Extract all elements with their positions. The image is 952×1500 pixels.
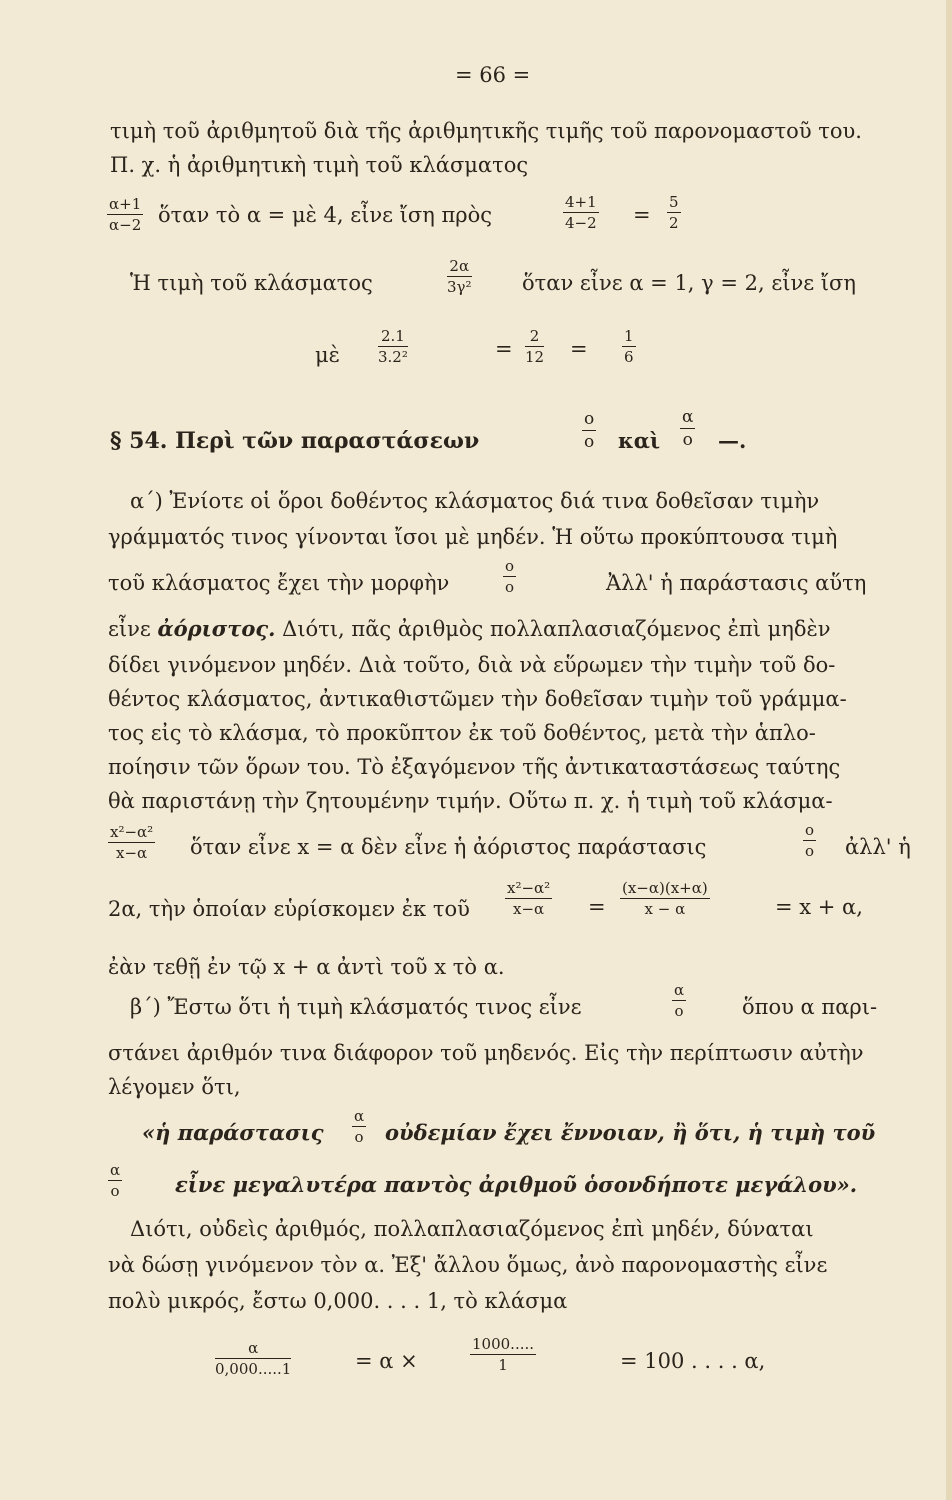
text-line <box>108 616 831 642</box>
text-line: ὅταν εἶνε α = 1, γ = 2, εἶνε ἴση <box>522 271 856 295</box>
fraction: α ο <box>674 981 685 1020</box>
fraction: α ο <box>682 407 694 450</box>
text-line: Ἀλλ' ἡ παράστασις αὕτη <box>606 571 867 595</box>
text-line: = 100 . . . . α, <box>620 1349 766 1373</box>
page-edge <box>946 0 952 1500</box>
fraction: α 0,000.....1 <box>215 1339 292 1378</box>
fraction: 1 6 <box>624 327 634 366</box>
text-line: μὲ <box>315 343 340 367</box>
text-line: λέγομεν ὅτι, <box>108 1075 241 1099</box>
quote-line: «ἡ παράστασις <box>142 1120 324 1145</box>
equals-sign: = <box>495 337 513 361</box>
fraction: α+1 α−2 <box>109 195 142 234</box>
text-line: πολὺ μικρός, ἔστω 0,000. . . . 1, τὸ κλάσμα <box>108 1289 568 1313</box>
fraction: x²−α² x−α <box>507 879 551 918</box>
text-line: ὅταν εἶνε x = α δὲν εἶνε ἡ ἀόριστος παράστασις <box>190 835 707 859</box>
text-line: στάνει ἀριθμόν τινα διάφορον τοῦ μηδενός. Εἰς τὴν περίπτωσιν αὐτὴν <box>108 1041 864 1065</box>
fraction: ο ο <box>584 409 595 452</box>
fraction: (x−α)(x+α) x − α <box>622 879 708 918</box>
text-line: Διότι, οὐδεὶς ἀριθμός, πολλαπλασιαζόμενος ἐπὶ μηδέν, δύναται <box>130 1217 814 1241</box>
text-line: νὰ δώσῃ γινόμενον τὸν α. Ἐξ' ἄλλου ὅμως, ἀνὸ παρονομαστὴς εἶνε <box>108 1253 828 1277</box>
text-line: ἀλλ' ἡ <box>845 835 911 859</box>
text-line: β΄) Ἔστω ὅτι ἡ τιμὴ κλάσματός τινος εἶνε <box>130 995 582 1019</box>
fraction: 2 12 <box>525 327 545 366</box>
quote-line: εἶνε μεγαλυτέρα παντὸς ἀριθμοῦ ὁσονδήποτε μεγάλου». <box>175 1172 858 1197</box>
text-line: θέντος κλάσματος, ἀντικαθιστῶμεν τὴν δοθεῖσαν τιμὴν τοῦ γράμμα- <box>108 687 847 711</box>
fraction: ο ο <box>505 557 515 596</box>
section-heading: § 54. Περὶ τῶν παραστάσεων <box>110 428 480 454</box>
text-line: α΄) Ἐνίοτε οἱ ὅροι δοθέντος κλάσματος διά τινα δοθεῖσαν τιμὴν <box>130 489 820 513</box>
text-line: δίδει γινόμενον μηδέν. Διὰ τοῦτο, διὰ νὰ εὕρωμεν τὴν τιμὴν τοῦ δο- <box>108 653 836 677</box>
text-line: 2α, τὴν ὁποίαν εὑρίσκομεν ἐκ τοῦ <box>108 897 470 921</box>
fraction: α ο <box>110 1161 121 1200</box>
text-line: τοῦ κλάσματος ἔχει τὴν μορφὴν <box>108 571 450 595</box>
text-line: ὅπου α παρι- <box>742 995 878 1019</box>
text-line: Π. χ. ἡ ἀριθμητικὴ τιμὴ τοῦ κλάσματος <box>110 153 529 177</box>
text-span: εἶνε <box>108 617 151 641</box>
fraction: 4+1 4−2 <box>565 193 597 232</box>
emphasis-text: ἀόριστος. <box>157 616 276 641</box>
fraction: x²−α² x−α <box>110 823 154 862</box>
fraction: 2α 3γ² <box>447 257 472 296</box>
text-line: καὶ <box>618 428 661 453</box>
fraction: 2.1 3.2² <box>378 327 408 366</box>
equals-sign: = <box>570 337 588 361</box>
quote-line: οὐδεμίαν ἔχει ἔννοιαν, ἢ ὅτι, ἡ τιμὴ τοῦ <box>385 1120 876 1145</box>
text-line: = α × <box>355 1349 418 1373</box>
text-line: τιμὴ τοῦ ἀριθμητοῦ διὰ τῆς ἀριθμητικῆς τιμῆς τοῦ παρονομαστοῦ του. <box>110 119 862 143</box>
text-line: —. <box>718 428 747 453</box>
text-line: = x + α, <box>775 895 863 919</box>
page-number: = 66 = <box>455 63 531 87</box>
text-line: ἐὰν τεθῇ ἐν τῷ x + α ἀντὶ τοῦ x τὸ α. <box>108 955 505 979</box>
text-line: ὅταν τὸ α = μὲ 4, εἶνε ἴση πρὸς <box>158 203 493 227</box>
text-line: ποίησιν τῶν ὅρων του. Τὸ ἐξαγόμενον τῆς ἀντικαταστάσεως ταύτης <box>108 755 841 779</box>
fraction: α ο <box>354 1107 365 1146</box>
equals-sign: = <box>633 203 651 227</box>
equals-sign: = <box>588 895 606 919</box>
fraction: 5 2 <box>669 193 679 232</box>
text-line: γράμματός τινος γίνονται ἴσοι μὲ μηδέν. Ἡ οὕτω προκύπτουσα τιμὴ <box>108 525 838 549</box>
text-line: Ἡ τιμὴ τοῦ κλάσματος <box>130 271 373 295</box>
text-line: θὰ παριστάνῃ τὴν ζητουμένην τιμήν. Οὕτω π. χ. ἡ τιμὴ τοῦ κλάσμα- <box>108 789 833 813</box>
text-line: τος εἰς τὸ κλάσμα, τὸ προκῦπτον ἐκ τοῦ δοθέντος, μετὰ τὴν ἁπλο- <box>108 721 816 745</box>
fraction: 1000..... 1 <box>472 1335 535 1374</box>
fraction: ο ο <box>805 821 815 860</box>
text-span: Διότι, πᾶς ἀριθμὸς πολλαπλασιαζόμενος ἐπὶ μηδὲν <box>282 617 831 641</box>
